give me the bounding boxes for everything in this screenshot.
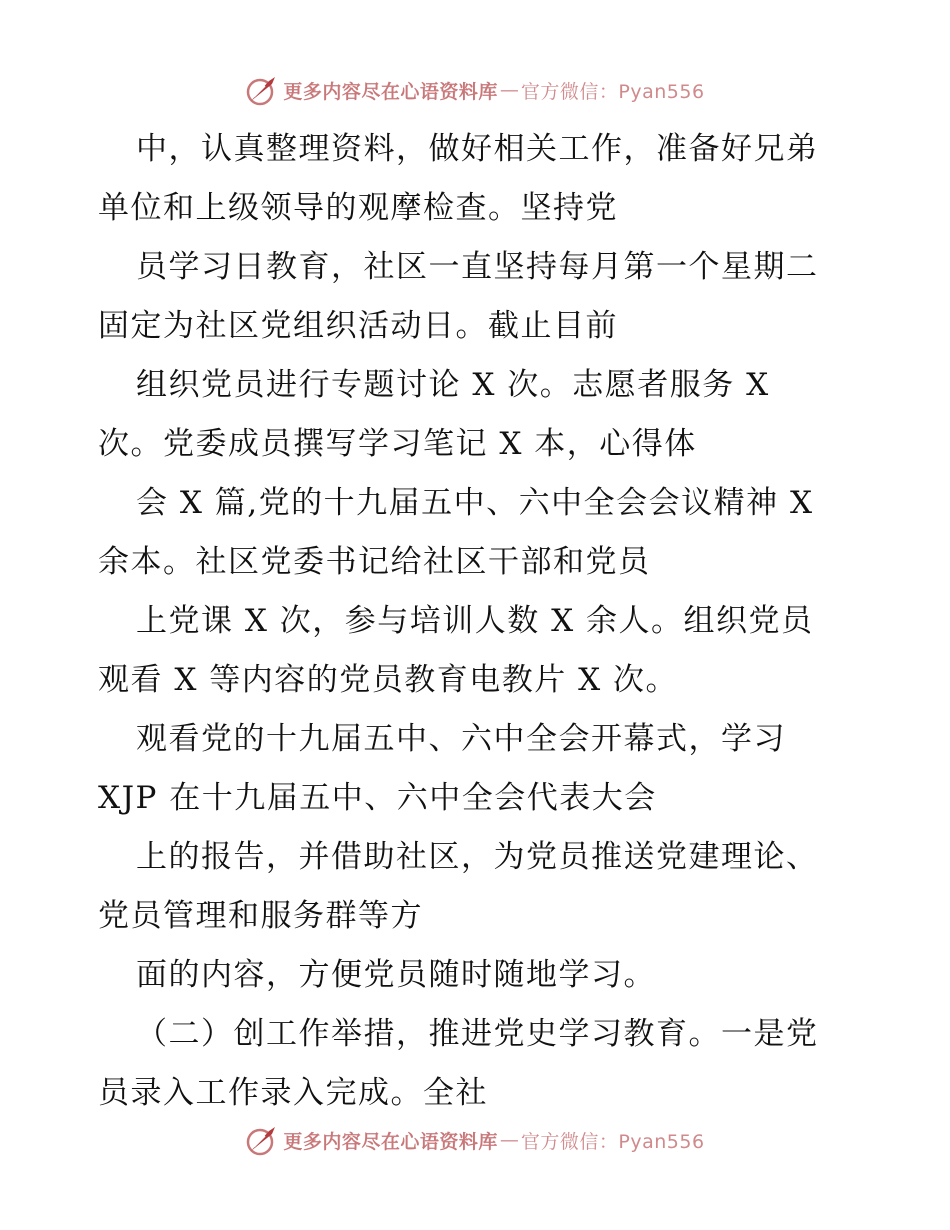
quill-logo-icon xyxy=(245,1123,279,1157)
text-line: 党员管理和服务群等方 xyxy=(98,898,423,934)
watermark-slogan: 更多内容尽在心语资料库 xyxy=(283,80,498,103)
text-line: 会 X 篇,党的十九届五中、六中全会会议精神 X xyxy=(136,485,814,521)
header-watermark xyxy=(0,70,950,110)
text-line: （二）创工作举措，推进党史学习教育。一是党 xyxy=(136,1016,819,1052)
text-line: 上的报告，并借助社区，为党员推送党建理论、 xyxy=(136,839,819,875)
watermark-wechat: 官方微信：Pyan556 xyxy=(520,1130,705,1153)
quill-logo-icon xyxy=(245,73,279,107)
watermark-wechat: 官方微信：Pyan556 xyxy=(520,80,705,103)
text-line: 次。党委成员撰写学习笔记 X 本，心得体 xyxy=(98,426,697,462)
footer-watermark xyxy=(0,1120,950,1160)
text-line: XJP 在十九届五中、六中全会代表大会 xyxy=(98,780,657,816)
text-line: 单位和上级领导的观摩检查。坚持党 xyxy=(98,190,618,226)
watermark-dash: — xyxy=(499,79,519,101)
text-line: 中，认真整理资料，做好相关工作，准备好兄弟 xyxy=(136,131,819,167)
text-line: 固定为社区党组织活动日。截止目前 xyxy=(98,308,618,344)
text-line: 员学习日教育，社区一直坚持每月第一个星期二 xyxy=(136,249,819,285)
text-line: 组织党员进行专题讨论 X 次。志愿者服务 X xyxy=(136,367,770,403)
text-line: 面的内容，方便党员随时随地学习。 xyxy=(136,957,656,993)
text-line: 员录入工作录入完成。全社 xyxy=(98,1075,488,1111)
text-line: 观看党的十九届五中、六中全会开幕式，学习 xyxy=(136,721,786,757)
text-line: 观看 X 等内容的党员教育电教片 X 次。 xyxy=(98,662,679,698)
text-line: 余本。社区党委书记给社区干部和党员 xyxy=(98,544,651,580)
text-line: 上党课 X 次，参与培训人数 X 余人。组织党员 xyxy=(136,603,814,639)
watermark-dash: — xyxy=(499,1129,519,1151)
watermark-slogan: 更多内容尽在心语资料库 xyxy=(283,1130,498,1153)
